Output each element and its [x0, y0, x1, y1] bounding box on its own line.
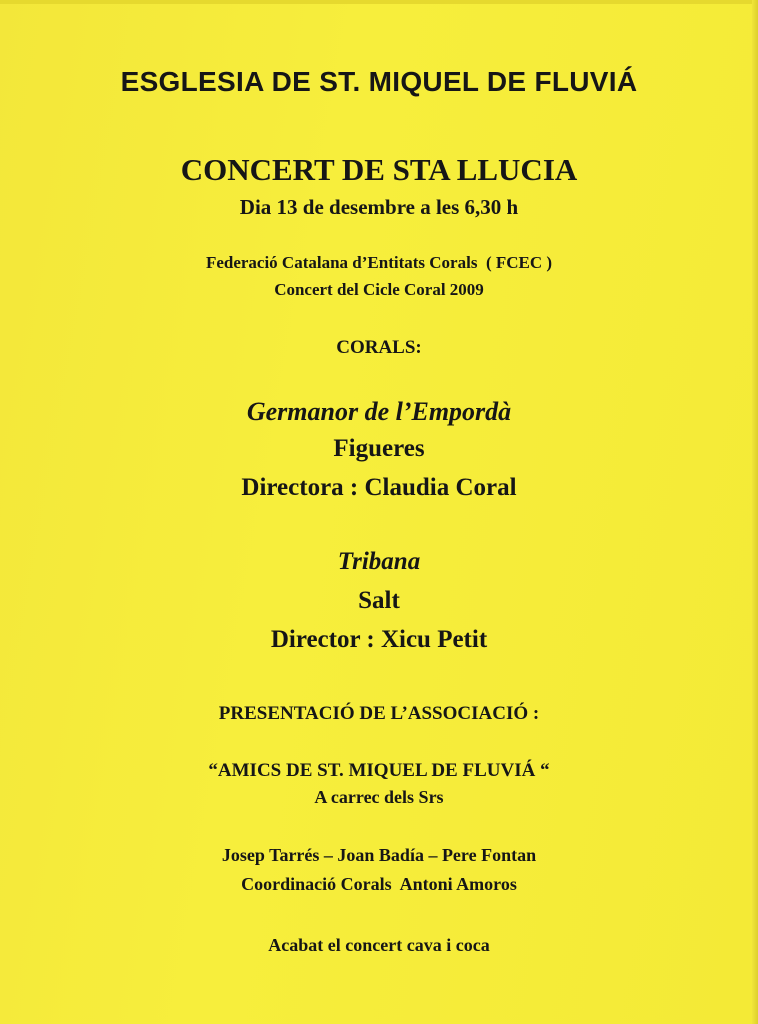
presentation-heading: PRESENTACIÓ DE L’ASSOCIACIÓ :: [218, 703, 540, 724]
closing-line: Acabat el concert cava i coca: [268, 935, 490, 955]
choir-director: Director : Xicu Petit: [270, 626, 488, 653]
choir-city: Figueres: [333, 435, 425, 462]
coordination-line: Coordinació Corals Antoni Amoros: [241, 874, 517, 894]
association-name: “AMICS DE ST. MIQUEL DE FLUVIÁ “: [208, 760, 550, 781]
cycle-line: Concert del Cicle Coral 2009: [274, 280, 484, 299]
choir-city: Salt: [358, 587, 400, 614]
federation-line: Federació Catalana d’Entitats Corals ( FCEC ): [205, 253, 553, 272]
choir-name: Tribana: [337, 548, 421, 575]
corals-heading: CORALS:: [336, 337, 422, 358]
choir-name: Germanor de l’Empordà: [246, 397, 512, 426]
concert-date: Dia 13 de desembre a les 6,30 h: [239, 195, 519, 219]
paper-edge-top: [0, 0, 758, 4]
association-by: A carrec dels Srs: [314, 787, 444, 807]
presenters-line: Josep Tarrés – Joan Badía – Pere Fontan: [221, 845, 537, 865]
concert-title: CONCERT DE STA LLUCIA: [180, 152, 578, 187]
church-heading: ESGLESIA DE ST. MIQUEL DE FLUVIÁ: [120, 66, 638, 97]
choir-director: Directora : Claudia Coral: [241, 474, 517, 501]
